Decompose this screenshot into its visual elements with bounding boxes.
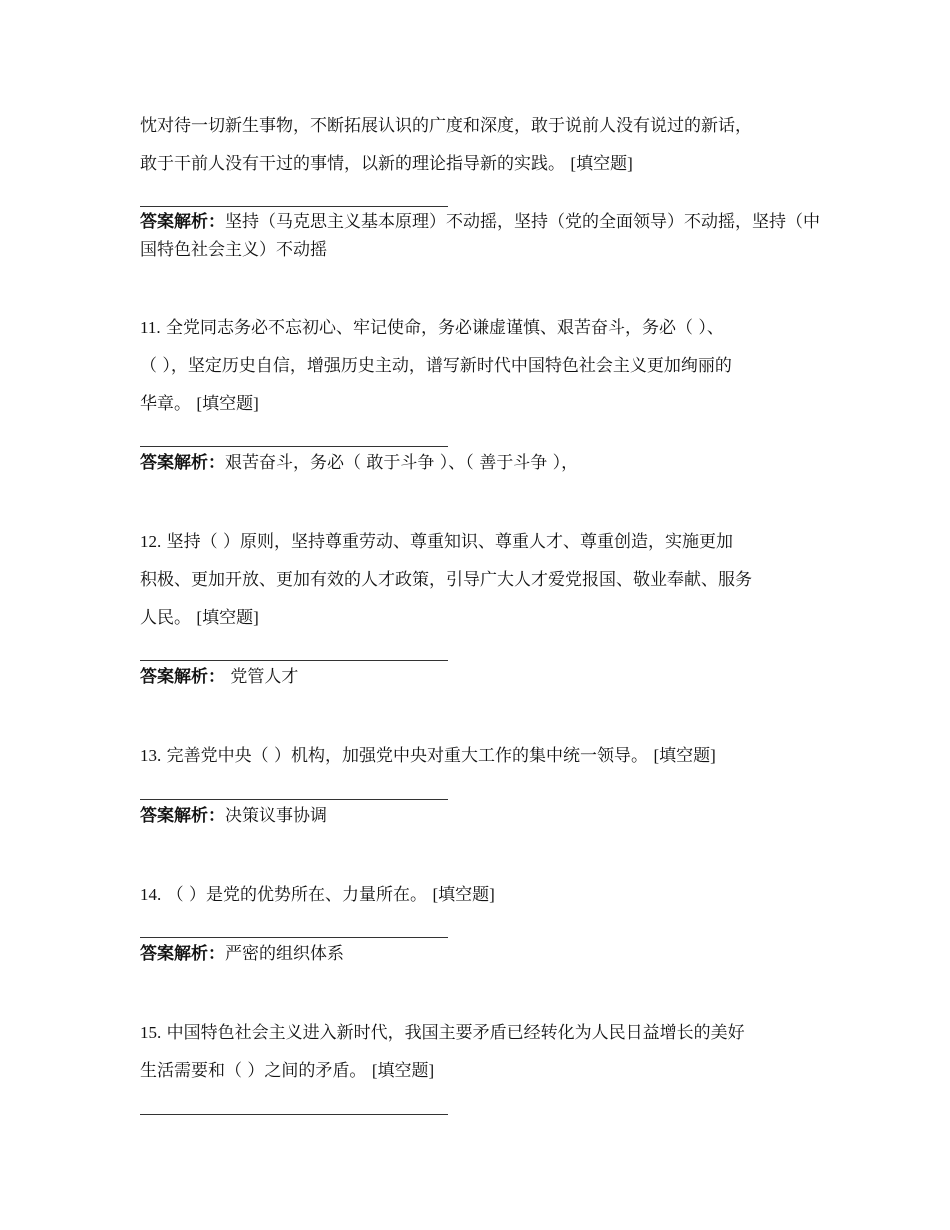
question-type-tag: [填空题] <box>653 746 716 765</box>
question-15 <box>140 1014 820 1090</box>
question-line: 敢于干前人没有干过的事情，以新的理论指导新的实践。 [填空题] <box>140 154 633 174</box>
question-type-tag: [填空题] <box>570 154 633 173</box>
answer-text: 艰苦奋斗，务必（ 敢于斗争 ）、（ 善于斗争 ）， <box>225 453 579 473</box>
answer-label: 答案解析： <box>140 944 225 964</box>
question-12 <box>140 523 820 637</box>
answer-text: 决策议事协调 <box>225 806 327 826</box>
question-type-tag: [填空题] <box>432 885 495 904</box>
question-line: （ ），坚定历史自信，增强历史主动，谱写新时代中国特色社会主义更加绚丽的 <box>140 356 732 376</box>
answer-label: 答案解析： <box>140 806 225 826</box>
answer-blank-line <box>140 1114 448 1115</box>
question-line: 13. 完善党中央（ ）机构，加强党中央对重大工作的集中统一领导。 [填空题] <box>140 746 716 766</box>
question-number: 11. <box>140 318 161 337</box>
question-11 <box>140 309 820 423</box>
question-type-tag: [填空题] <box>196 394 259 413</box>
answer-text: 严密的组织体系 <box>225 944 344 964</box>
answer-analysis <box>140 663 820 691</box>
question-13 <box>140 737 820 775</box>
question-line: 11. 全党同志务必不忘初心、牢记使命，务必谦虚谨慎、艰苦奋斗，务必（ ）、 <box>140 318 724 338</box>
answer-label: 答案解析： <box>140 453 225 473</box>
question-type-tag: [填空题] <box>371 1061 435 1080</box>
question-line: 12. 坚持（ ）原则，坚持尊重劳动、尊重知识、尊重人才、尊重创造，实施更加 <box>140 532 734 552</box>
question-line: 忱对待一切新生事物，不断拓展认识的广度和深度，敢于说前人没有说过的新话， <box>140 116 752 136</box>
question-line: 华章。 [填空题] <box>140 394 259 414</box>
answer-text: 党管人才 <box>230 667 299 687</box>
answer-blank-line <box>140 660 448 661</box>
question-number: 12. <box>140 532 162 551</box>
answer-analysis <box>140 208 820 264</box>
answer-blank-line <box>140 206 448 207</box>
question-14 <box>140 876 820 914</box>
answer-blank-line <box>140 937 448 938</box>
answer-blank-line <box>140 799 448 800</box>
question-line: 15. 中国特色社会主义进入新时代，我国主要矛盾已经转化为人民日益增长的美好 <box>140 1023 745 1043</box>
answer-blank-line <box>140 446 448 447</box>
question-10-text <box>140 107 820 183</box>
question-type-tag: [填空题] <box>196 608 259 627</box>
question-line: 人民。 [填空题] <box>140 608 259 628</box>
answer-analysis <box>140 802 820 830</box>
answer-analysis <box>140 449 820 477</box>
question-line: 14. （ ）是党的优势所在、力量所在。 [填空题] <box>140 885 495 905</box>
answer-text: 坚持（马克思主义基本原理）不动摇，坚持（党的全面领导）不动摇，坚持（中国特色社会主义）不动摇 <box>140 212 820 260</box>
question-number: 14. <box>140 885 162 904</box>
question-number: 13. <box>140 746 162 765</box>
question-number: 15. <box>140 1023 162 1042</box>
question-line: 积极、更加开放、更加有效的人才政策，引导广大人才爱党报国、敬业奉献、服务 <box>140 570 752 590</box>
question-line: 生活需要和（ ）之间的矛盾。 [填空题] <box>140 1061 435 1081</box>
answer-analysis <box>140 940 820 968</box>
answer-label: 答案解析： <box>140 212 225 232</box>
answer-label: 答案解析： <box>140 667 225 687</box>
